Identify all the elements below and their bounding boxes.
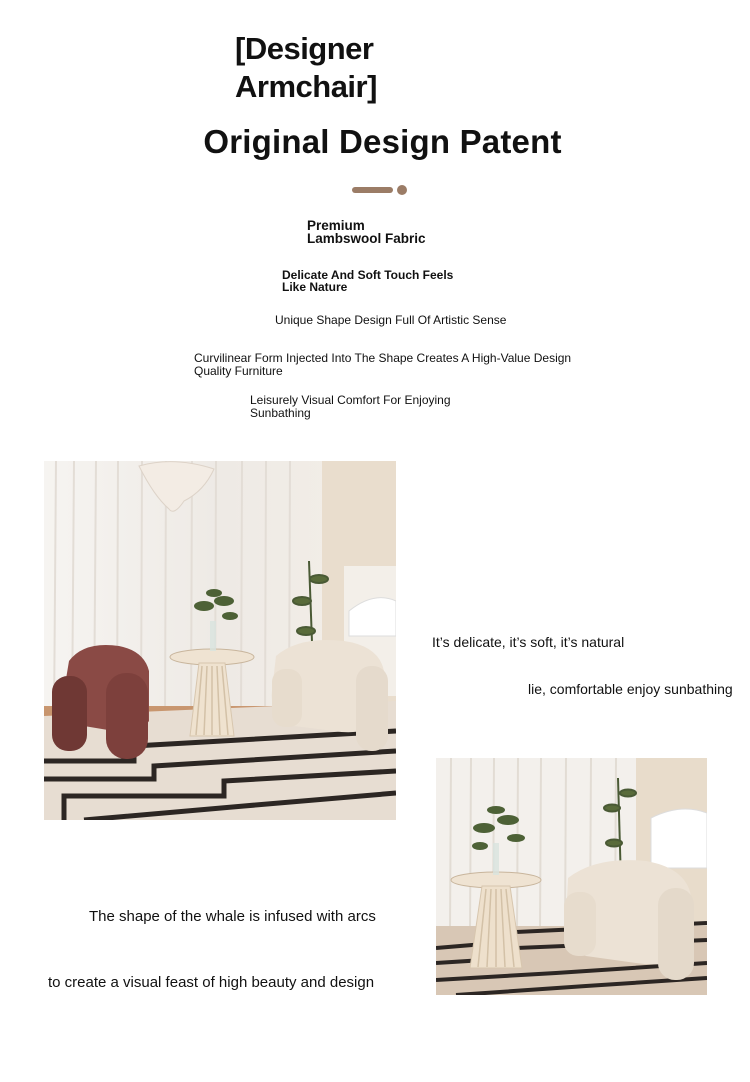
divider-bar: [352, 187, 393, 193]
title-line-1: [Designer: [235, 31, 374, 66]
product-title: [235, 30, 377, 106]
feature-item: [250, 394, 451, 420]
feature-item: [282, 269, 453, 293]
feature-line: Lambswool Fabric: [307, 230, 426, 246]
divider-dot: [397, 185, 407, 195]
feature-line: Curvilinear Form Injected Into The Shape Creates A High-Value Design: [194, 351, 572, 365]
feature-line: Like Nature: [282, 280, 348, 294]
subtitle: Original Design Patent: [203, 123, 562, 160]
lounge-photo-single-chair: [436, 758, 707, 995]
photo2-caption-2: to create a visual feast of high beauty and design: [48, 974, 375, 991]
feature-line: Quality Furniture: [194, 364, 283, 378]
feature-line: Leisurely Visual Comfort For Enjoying: [250, 393, 451, 407]
lounge-photo-two-chairs: [44, 461, 396, 820]
feature-line: Unique Shape Design Full Of Artistic Sense: [275, 313, 507, 327]
feature-item: [307, 220, 426, 245]
photo1-caption-1: It’s delicate, it’s soft, it’s natural: [432, 634, 625, 650]
feature-item: [275, 314, 506, 326]
feature-line: Premium: [307, 218, 365, 233]
feature-line: Delicate And Soft Touch Feels: [282, 268, 454, 282]
accent-divider: [352, 185, 412, 194]
title-line-2: Armchair]: [235, 69, 377, 104]
feature-line: Sunbathing: [250, 406, 311, 420]
photo2-caption-1: The shape of the whale is infused with arcs: [89, 908, 376, 925]
photo1-caption-2: lie, comfortable enjoy sunbathing: [528, 681, 733, 697]
feature-item: [194, 352, 571, 378]
